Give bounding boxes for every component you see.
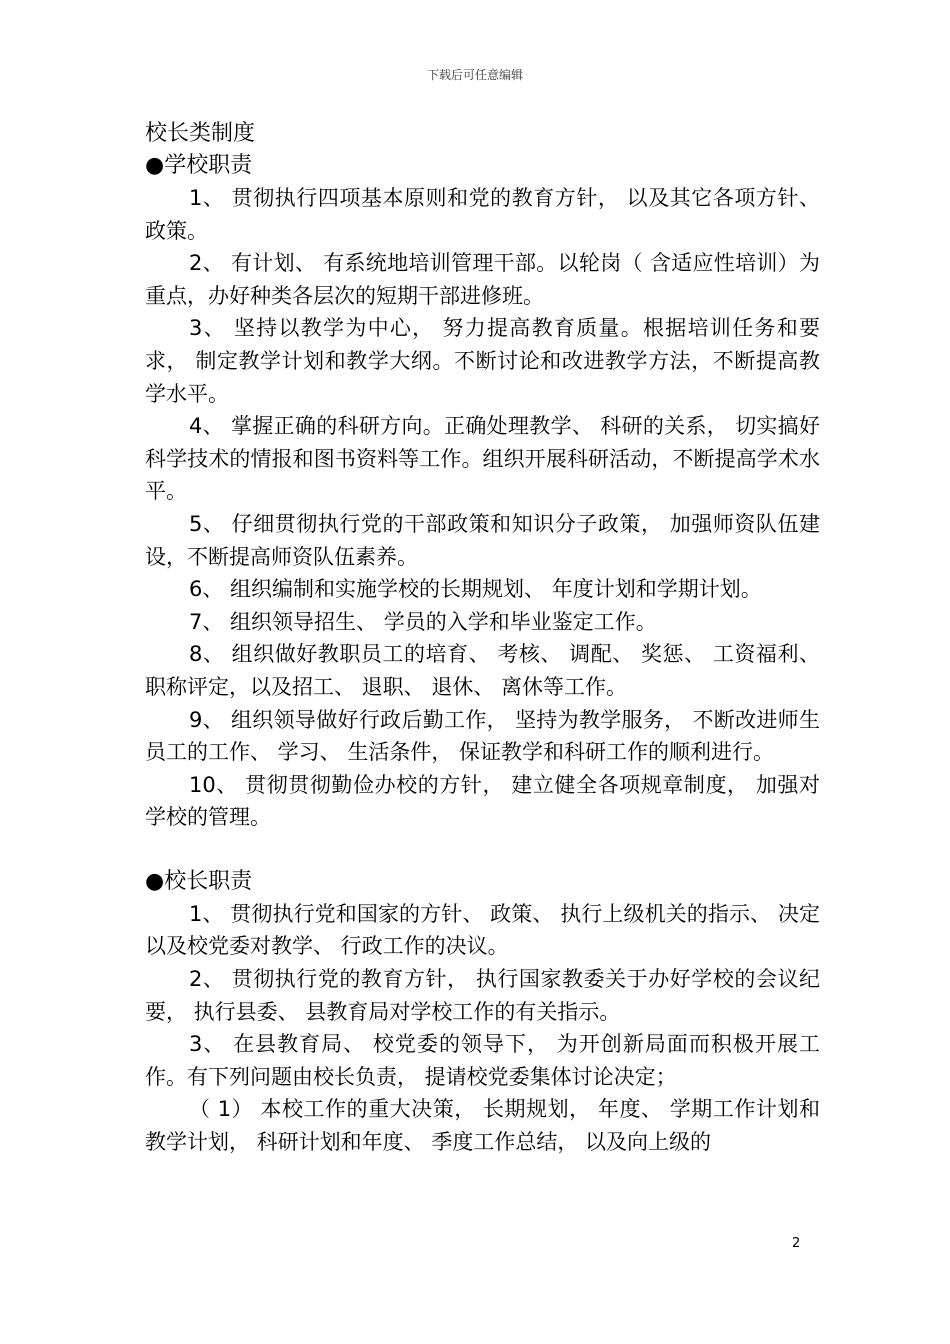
paragraph: （ 1） 本校工作的重大决策， 长期规划， 年度、 学期工作计划和教学计划， 科研计划和年度、 季度工作总结， 以及向上级的 xyxy=(145,1097,820,1155)
section-school-duties xyxy=(145,150,820,834)
page-header: 下载后可任意编辑 xyxy=(426,68,523,82)
document-body xyxy=(145,118,820,1159)
paragraph: 8、 组织做好教职员工的培育、 考核、 调配、 奖惩、 工资福利、 职称评定，以及招工、 退职、 退休、 离休等工作。 xyxy=(145,642,820,699)
document-title: 校长类制度 xyxy=(145,121,256,146)
paragraph: 2、 有计划、 有系统地培训管理干部。以轮岗（ 含适应性培训）为重点，办好种类各层次的短期干部进修班。 xyxy=(145,251,820,308)
section-heading: ●学校职责 xyxy=(145,153,253,178)
paragraph: 10、 贯彻贯彻勤俭办校的方针， 建立健全各项规章制度， 加强对学校的管理。 xyxy=(145,772,820,830)
paragraph: 2、 贯彻执行党的教育方针， 执行国家教委关于办好学校的会议纪要， 执行县委、 县教育局对学校工作的有关指示。 xyxy=(145,967,820,1024)
page-number: 2 xyxy=(792,1236,801,1251)
paragraph: 1、 贯彻执行四项基本原则和党的教育方针， 以及其它各项方针、 政策。 xyxy=(145,186,820,243)
paragraph: 4、 掌握正确的科研方向。正确处理教学、 科研的关系， 切实搞好科学技术的情报和图书资料等工作。组织开展科研活动，不断提高学术水平。 xyxy=(145,414,820,504)
paragraph: 5、 仔细贯彻执行党的干部政策和知识分子政策， 加强师资队伍建设，不断提高师资队伍素养。 xyxy=(145,511,820,569)
paragraph: 7、 组织领导招生、 学员的入学和毕业鉴定工作。 xyxy=(189,609,657,634)
paragraph: 9、 组织领导做好行政后勤工作， 坚持为教学服务， 不断改进师生员工的工作、 学习、 生活条件， 保证教学和科研工作的顺利进行。 xyxy=(145,707,820,765)
paragraph: 3、 在县教育局、 校党委的领导下， 为开创新局面而积极开展工作。有下列问题由校长负责， 提请校党委集体讨论决定； xyxy=(145,1032,820,1089)
paragraph: 1、 贯彻执行党和国家的方针、 政策、 执行上级机关的指示、 决定以及校党委对教学、 行政工作的决议。 xyxy=(145,901,820,959)
paragraph: 6、 组织编制和实施学校的长期规划、 年度计划和学期计划。 xyxy=(189,577,762,602)
paragraph: 3、 坚持以教学为中心， 努力提高教育质量。根据培训任务和要求， 制定教学计划和教学大纲。不断讨论和改进教学方法，不断提高教学水平。 xyxy=(145,316,820,406)
section-principal-duties xyxy=(145,866,820,1159)
section-heading: ●校长职责 xyxy=(145,868,253,894)
